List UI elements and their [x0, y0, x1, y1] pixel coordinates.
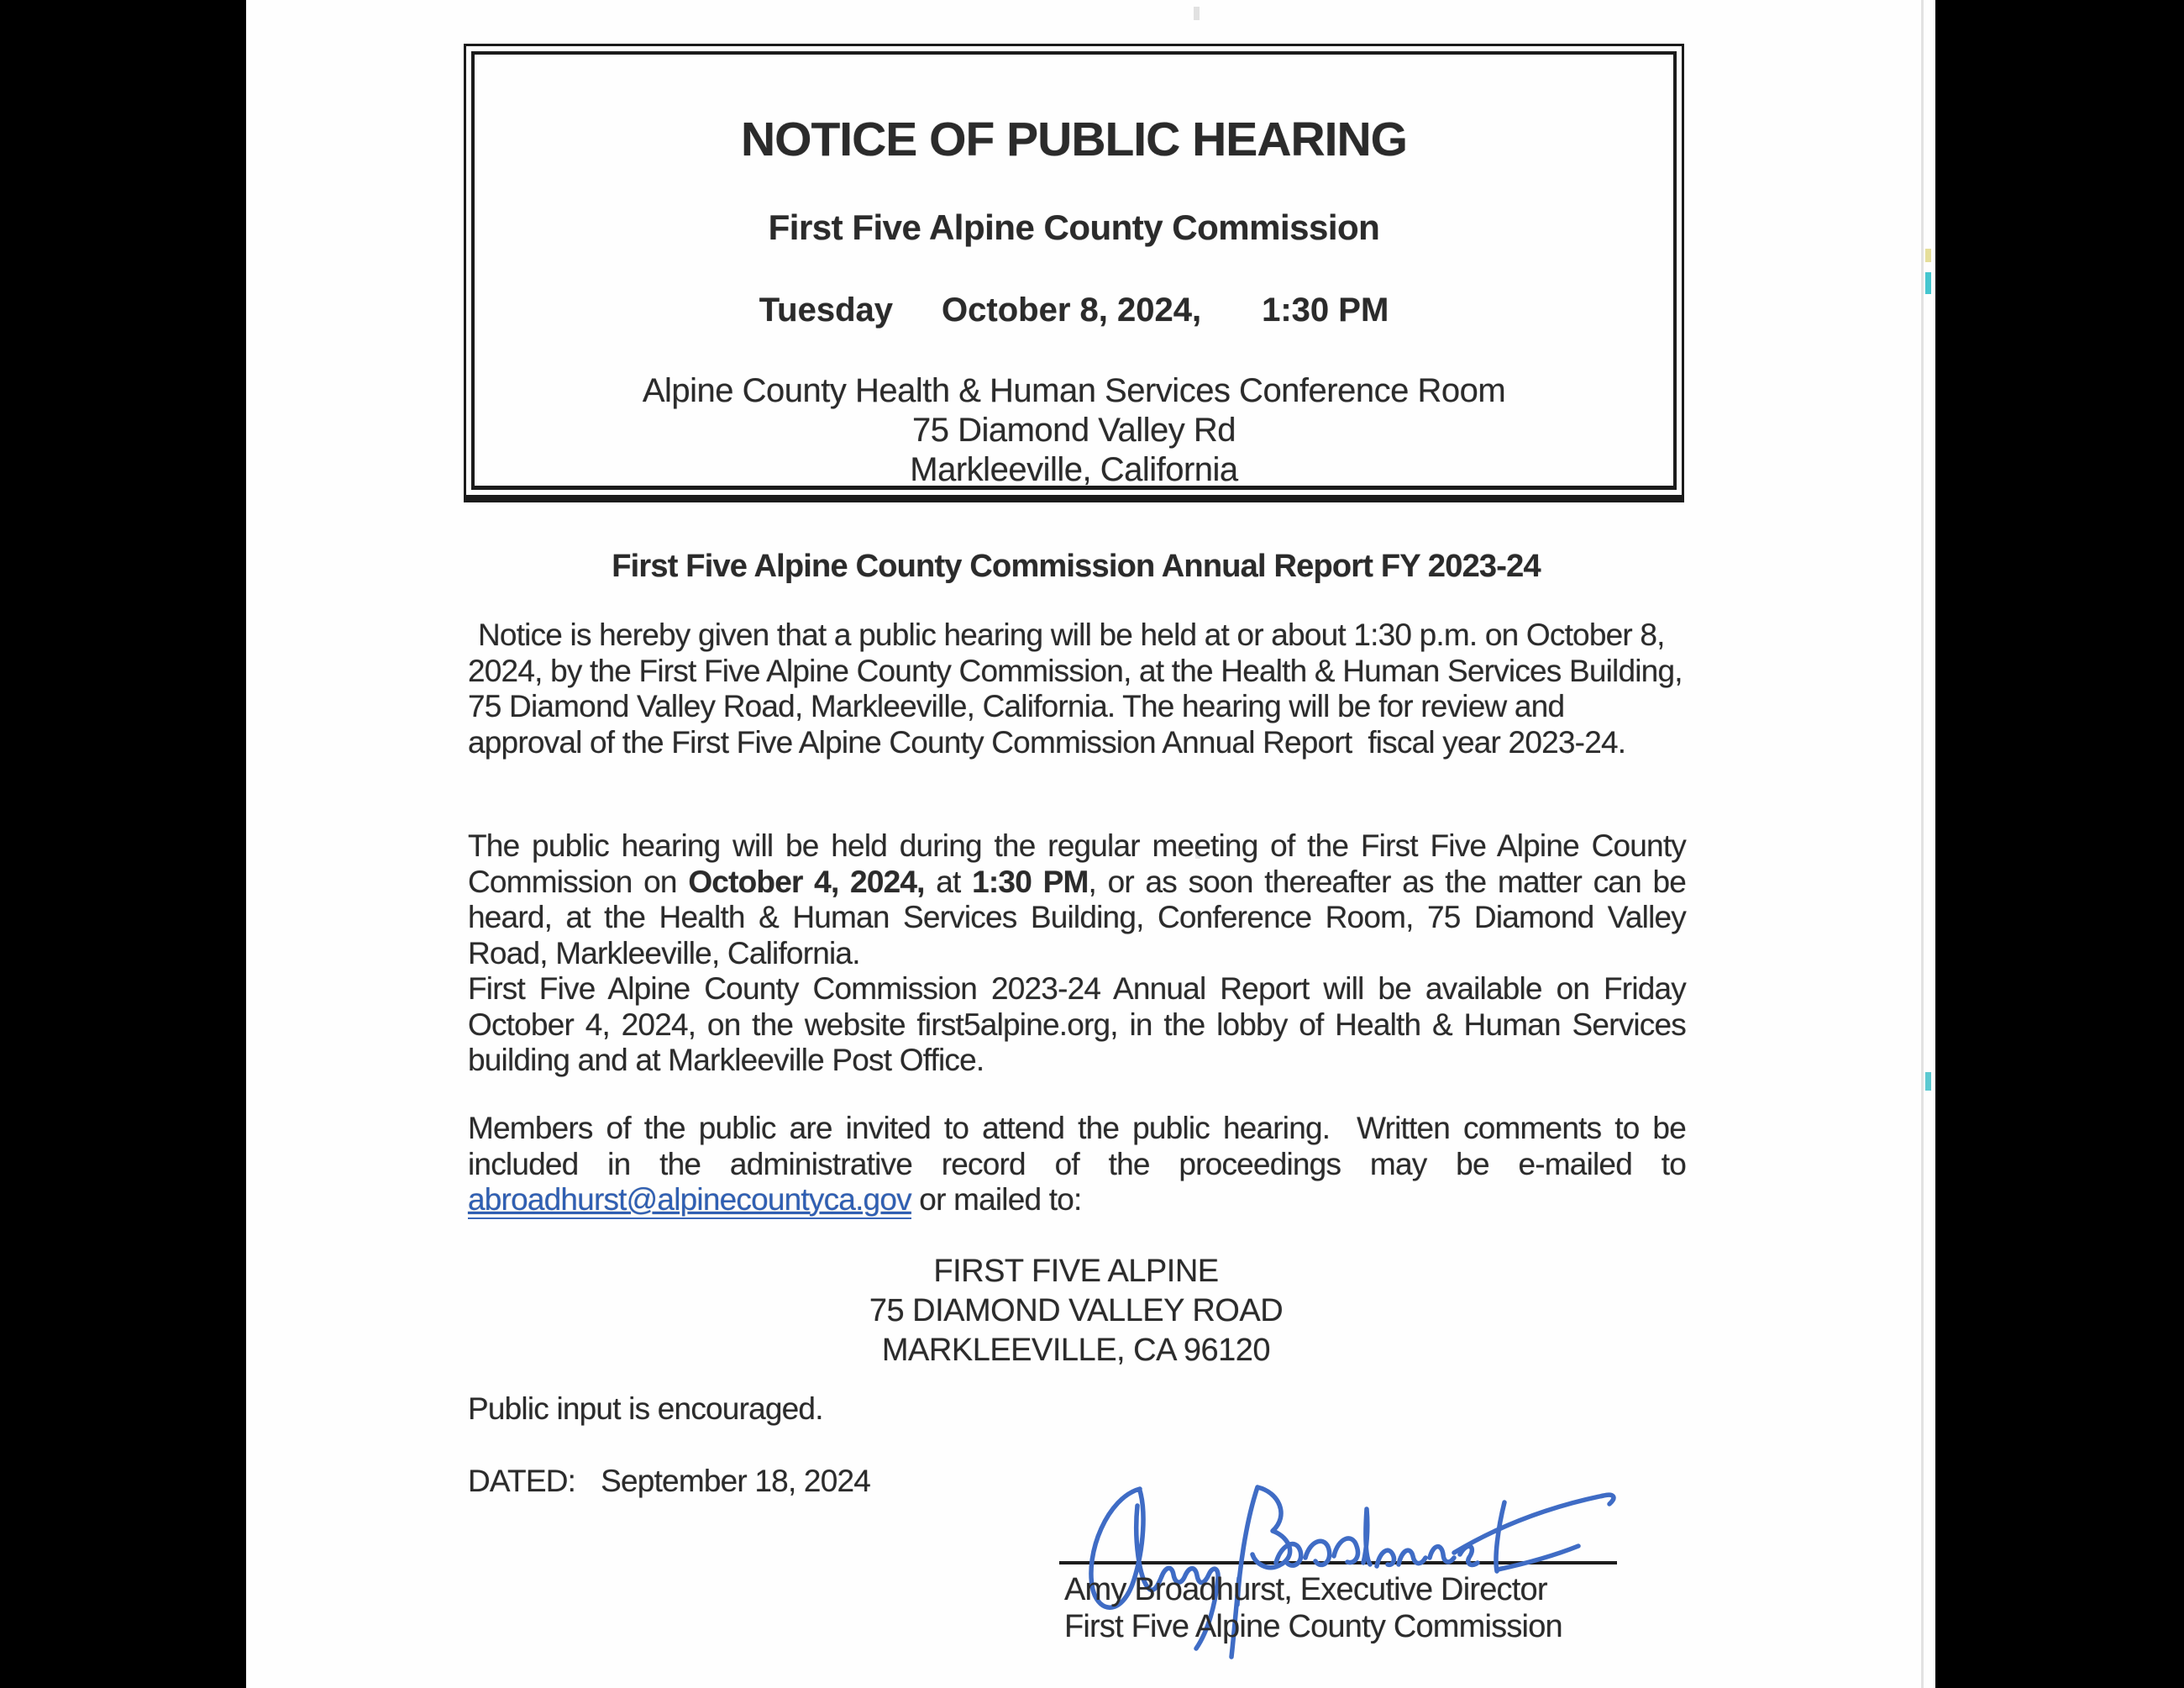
venue-line-street: 75 Diamond Valley Rd	[911, 412, 1236, 449]
page-edge-scan-line	[1921, 0, 1924, 1688]
signer-name-title: Amy Broadhurst, Executive Director	[1064, 1572, 1547, 1607]
dated-label: DATED:	[468, 1464, 576, 1498]
address-line-org: FIRST FIVE ALPINE	[933, 1254, 1219, 1289]
public-input-note: Public input is encouraged.	[468, 1391, 823, 1426]
annual-report-title: First Five Alpine County Commission Annual Report FY 2023-24	[612, 549, 1541, 584]
comments-text-after-email: or mailed to:	[911, 1182, 1082, 1217]
paragraph-hearing-details: The public hearing will be held during the regular meeting of the First Five Alpine County Commission on October 4, 2024, at 1:30 PM, or as soon thereafter as the matter can be heard, at the Health & Human Services Building, Conference Room, 75 Diamond Valley Road, Markleeville, California.	[468, 828, 1687, 970]
email-link[interactable]: abroadhurst@alpinecountyca.gov	[468, 1182, 911, 1219]
paragraph-notice-given: Notice is hereby given that a public hearing will be held at or about 1:30 p.m. on October 8, 2024, by the First Five Alpine County Commission, at the Health & Human Services Building, 75 Diamond Valley Road, Markleeville, California. The hearing will be for review and approval of the First Five Alpine County Commission Annual Report fiscal year 2023-24.	[468, 618, 1683, 760]
scanned-document-page	[246, 0, 1935, 1688]
notice-header-box	[464, 44, 1684, 502]
comments-text-before-email: Members of the public are invited to attend the public hearing. Written comments to be included in the administrative record of the proceedings may be e-mailed to	[468, 1111, 1686, 1181]
notice-title: NOTICE OF PUBLIC HEARING	[740, 113, 1407, 166]
hearing-time: 1:30 PM	[1262, 292, 1389, 329]
venue-line-city: Markleeville, California	[910, 451, 1238, 488]
signer-organization: First Five Alpine County Commission	[1064, 1609, 1562, 1644]
scan-artifact-yellow	[1925, 249, 1931, 262]
dated-value: September 18, 2024	[601, 1464, 871, 1498]
hearing-venue-block	[643, 371, 1505, 490]
mailing-address-block	[468, 1252, 1684, 1370]
scan-artifact-gray	[1194, 7, 1200, 20]
signature-caption	[1064, 1571, 1562, 1645]
venue-line-room: Alpine County Health & Human Services Conference Room	[642, 372, 1506, 409]
scan-artifact-teal	[1925, 1072, 1931, 1091]
commission-name-heading: First Five Alpine County Commission	[768, 208, 1380, 247]
address-line-city: MARKLEEVILLE, CA 96120	[881, 1333, 1271, 1368]
scan-artifact-teal	[1925, 272, 1931, 294]
address-line-street: 75 DIAMOND VALLEY ROAD	[869, 1293, 1284, 1328]
hearing-date-line	[759, 292, 1389, 329]
hearing-day: Tuesday	[759, 292, 894, 329]
hearing-date: October 8, 2024,	[942, 292, 1202, 329]
notice-header-box-inner-border	[471, 51, 1677, 490]
paragraph-public-comments	[468, 1111, 1686, 1218]
paragraph-report-availability: First Five Alpine County Commission 2023-24 Annual Report will be available on Friday October 4, 2024, on the website first5alpine.org, in the lobby of Health & Human Services building and at Markleeville Post Office.	[468, 971, 1686, 1077]
signature-block	[1059, 1479, 1630, 1659]
